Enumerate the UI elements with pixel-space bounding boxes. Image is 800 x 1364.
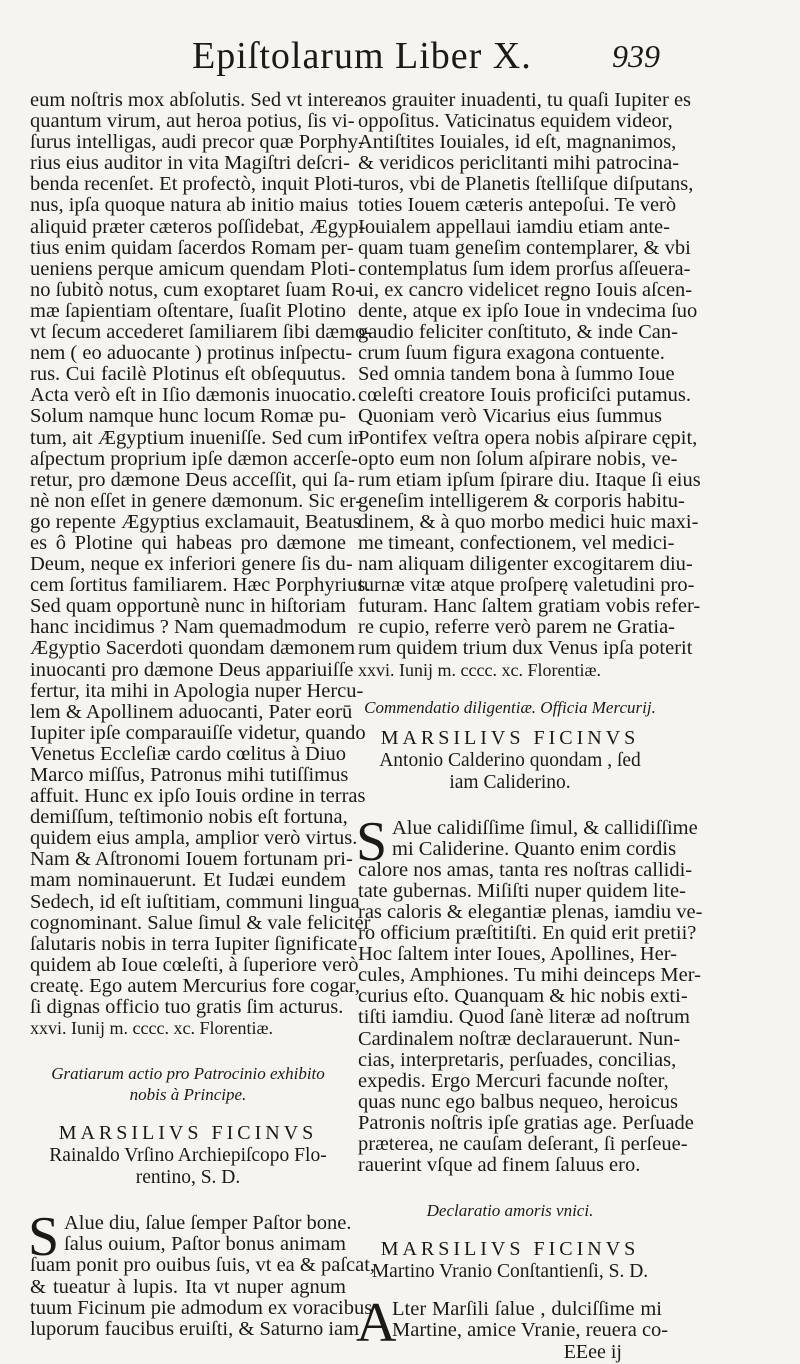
text-line: affuit. Hunc ex ipſo Iouis ordine in terras: [30, 785, 366, 808]
text-line: Solum namque hunc locum Romæ pu-: [30, 405, 347, 428]
text-line: cognominant. Salue ſimul & vale feliciter: [30, 911, 371, 934]
text-line: toties Iouem cæteris antepoſui. Te verò: [358, 194, 677, 217]
letter-continuation-text: [358, 89, 701, 681]
text-line: quidem eius ampla, amplior verò virtus.: [30, 827, 358, 850]
letter-addressee: rentino, S. D.: [135, 1167, 241, 1189]
text-line: Alue diu, ſalue ſemper Paſtor bone.: [64, 1212, 352, 1235]
page-header: [0, 34, 800, 84]
text-line: cules, Amphiones. Tu mihi deinceps Mer-: [358, 964, 701, 987]
letter-body: [28, 1206, 376, 1340]
letter-author: MARSILIVS FICINVS: [380, 726, 640, 749]
text-line: expedis. Ergo Mercuri facunde noſter,: [358, 1069, 669, 1092]
text-line: quas nunc ego balbus nequeo, heroicus: [358, 1090, 678, 1113]
text-line: re cupio, referre verò parem ne Gratia-: [358, 616, 675, 639]
text-line: ſuam ponit pro ouibus ſuis, vt ea & paſcat,: [30, 1254, 376, 1277]
text-line: aliquid præter cæteros poſſidebat, Ægyp-: [30, 215, 366, 238]
text-line: ui, ex cancro videlicet regno Iouis aſcen-: [358, 278, 693, 301]
text-line: Sed quam opportunè nunc in hiſtoriam: [30, 595, 346, 618]
text-line: Martine, amice Vranie, reuera co-: [392, 1319, 669, 1342]
letter-addressee: iam Caliderino.: [449, 771, 571, 793]
text-line: & tueatur à lupis. Ita vt nuper agnum: [30, 1275, 346, 1298]
text-line: Venetus Eccleſiæ cardo cœlitus à Diuo: [30, 742, 346, 765]
right-column: [356, 89, 703, 1364]
page-number: 939: [612, 38, 660, 74]
text-line: ſi dignas officio tuo gratis ſim acturus.: [30, 996, 344, 1019]
text-line: Antiſtites Iouiales, id eſt, magnanimos,: [358, 131, 677, 154]
left-column: [28, 89, 376, 1340]
text-line: mam nominauerunt. Et Iudæi eundem: [30, 869, 346, 892]
text-line: Iouialem appellaui iamdiu etiam ante-: [358, 215, 670, 238]
text-line: go repente Ægyptius exclamauit, Beatus: [30, 510, 361, 533]
text-line: no ſubitò notus, cum exoptaret ſuam Ro-: [30, 278, 362, 301]
letter-author: MARSILIVS FICINVS: [380, 1238, 640, 1261]
text-line: Quoniam verò Vicarius eius ſummus: [358, 405, 662, 428]
text-line: ſurus intelligas, audi precor quæ Porphy-: [30, 131, 365, 154]
text-line: prӕterea, ne cauſam deſerant, ſi perſeue-: [358, 1133, 688, 1156]
text-line: Sedech, id eſt iuſtitiam, communi lingua: [30, 890, 360, 913]
text-line: tuum Ficinum pie admodum ex voracibus: [30, 1296, 373, 1319]
text-line: quam tuam geneſim contemplarer, & vbi: [358, 236, 691, 259]
text-line: rius eius auditor in vita Magiſtri deſcri-: [30, 152, 350, 175]
text-line: retur, pro dæmone Deus acceſſit, qui ſa-: [30, 468, 355, 491]
text-line: tius enim quidam ſacerdos Romam per-: [30, 236, 354, 259]
text-line: inuocanti pro dæmone Deus appariuiſſe: [30, 658, 354, 681]
text-line: luporum faucibus eruiſti, & Saturno iam: [30, 1317, 360, 1340]
text-line: ſalus ouium, Paſtor bonus animam: [64, 1233, 346, 1256]
text-line: Sed omnia tandem bona à ſummo Ioue: [358, 363, 675, 386]
text-line: dente, atque ex ipſo Ioue in vndecima ſuo: [358, 299, 698, 322]
text-line: creatę. Ego autem Mercurius fore cogar,: [30, 974, 360, 997]
text-line: curius eſto. Quanquam & hic nobis exti-: [358, 985, 688, 1008]
text-line: geneſim intelligerem & corporis habitu-: [358, 489, 685, 512]
text-line: contemplatus ſum idem prorſus aſſeuera-: [358, 257, 691, 280]
text-line: crum ſuum figura exagona contuente.: [358, 342, 665, 365]
text-line: tiſti iamdiu. Quod ſanè literæ ad noſtrum: [358, 1006, 690, 1029]
text-line: cem ſortitus familiarem. Hæc Porphyrius.: [30, 574, 371, 597]
letter-heading: nobis à Principe.: [129, 1085, 247, 1105]
signature-mark: EEee ij: [563, 1341, 622, 1364]
text-line: nè non eſſet in genere dæmonum. Sic er-: [30, 489, 363, 512]
drop-cap: A: [356, 1292, 397, 1355]
text-line: calore nos amas, tanta res noſtras callidi-: [358, 858, 693, 881]
text-line: aſpectum proprium ipſe dæmon accerſe-: [30, 447, 358, 470]
text-line: me timeant, confectionem, vel medici-: [358, 531, 675, 554]
drop-cap: S: [356, 810, 388, 873]
text-line: cœleſti creatore Iouis proficiſci putamus.: [358, 384, 692, 407]
drop-cap: S: [28, 1206, 60, 1269]
text-line: rus. Cui facilè Plotinus eſt obſequutus.: [30, 363, 346, 386]
text-line: benda recenſet. Et profectò, inquit Ploti-: [30, 173, 360, 196]
text-line: quantum virum, aut heroa potius, ſis vi-: [30, 110, 355, 133]
text-line: Lter Marſili ſalue , dulciſſime mi: [392, 1298, 662, 1321]
running-title: Epiſtolarum Liber X.: [192, 35, 532, 77]
text-line: mi Caliderine. Quanto enim cordis: [392, 837, 677, 860]
letter-heading: Gratiarum actio pro Patrocinio exhibito: [51, 1064, 325, 1084]
text-line: Patronis noſtris ipſe gratias age. Perſuade: [358, 1111, 694, 1134]
text-line: eum noſtris mox abſolutis. Sed vt interea: [30, 89, 364, 111]
text-line: ueniens perque amicum quendam Ploti-: [30, 257, 356, 280]
text-line: tate gubernas. Miſiſti nuper quidem lite-: [358, 879, 686, 902]
text-line: nam aliquam diligenter excogitarem diu-: [358, 553, 693, 576]
text-line: gaudio feliciter conſtituto, & inde Can-: [358, 321, 678, 344]
text-line: turnæ vitæ atque proſperę valetudini pro-: [358, 574, 695, 597]
text-line: Deum, neque ex inferiori genere ſis du-: [30, 553, 353, 576]
text-line: Pontifex veſtra opera nobis aſpirare cępit,: [358, 426, 698, 449]
text-line: es ô Plotine qui habeas pro dæmone: [30, 531, 346, 554]
text-line: lem & Apollinem aduocanti, Pater eorū: [30, 700, 353, 723]
text-line: cias, interpretaris, perſuades, concilias,: [358, 1048, 677, 1071]
text-line: hanc incidimus ? Nam quemadmodum: [30, 616, 347, 639]
text-line: mæ ſapientiam oſtentare, ſuaſit Plotino: [30, 299, 346, 322]
text-line: Nam & Aſtronomi Iouem fortunam pri-: [30, 848, 353, 871]
letter-addressee: Antonio Calderino quondam , ſed: [379, 749, 641, 771]
text-line: fertur, ita mihi in Apologia nuper Hercu-: [30, 679, 364, 702]
text-line: nem ( eo aduocante ) protinus inſpectu-: [30, 342, 353, 365]
letter-addressee: Rainaldo Vrſino Archiepiſcopo Flo-: [49, 1145, 327, 1167]
text-line: ſalutaris nobis in terra Iupiter ſignificate: [30, 932, 358, 955]
text-line: oppoſitus. Vaticinatus equidem videor,: [358, 110, 673, 133]
text-line: nus, ipſa quoque natura ab initio maius: [30, 194, 349, 217]
text-line: rauerint vſque ad finem ſaluus ero.: [358, 1154, 641, 1177]
text-line: Marco miſſus, Patronus mihi tutiſſimus: [30, 764, 349, 786]
text-line: Hoc ſaltem inter Ioues, Apollines, Her-: [358, 943, 677, 966]
text-line: opto eum non ſolum aſpirare nobis, ve-: [358, 447, 678, 470]
text-line: ras caloris & elegantiæ plenas, iamdiu ve-: [358, 901, 703, 923]
text-line: Ægyptio Sacerdoti quondam dæmonem: [30, 637, 356, 660]
text-line: Alue calidiſſime ſimul, & callidiſſime: [392, 816, 698, 839]
text-line: rum quidem trium dux Venus ipſa poterit: [358, 637, 693, 660]
text-line: quidem ab Ioue cœleſti, à ſuperiore verò: [30, 953, 359, 976]
text-line: turos, vbi de Planetis ſtelliſque diſputans,: [358, 173, 694, 196]
letter-heading: Commendatio diligentiæ. Officia Mercurij.: [364, 697, 656, 717]
text-line: tum, ait Ægyptium inueniſſe. Sed cum in: [30, 426, 364, 449]
text-line: vt ſecum accederet ſamiliarem ſibi dæmo-: [30, 321, 373, 344]
text-line: nos grauiter inuadenti, tu quaſi Iupiter es: [358, 89, 692, 111]
text-line: ro officium præſtitiſti. En quid erit pretii?: [358, 922, 697, 945]
letter-date: xxvi. Iunij m. cccc. xc. Florentiæ.: [30, 1018, 273, 1039]
letter-author: MARSILIVS FICINVS: [58, 1122, 318, 1145]
text-line: Cardinalem noſtræ declarauerunt. Nun-: [358, 1027, 681, 1050]
letter-heading: Declaratio amoris vnici.: [426, 1201, 594, 1221]
text-line: Acta verò eſt in Iſio dæmonis inuocatio.: [30, 384, 357, 407]
text-line: dinem, & à quo morbo medici huic maxi-: [358, 510, 699, 533]
text-line: rum etiam ipſum ſpirare diu. Itaque ſi eius: [358, 468, 701, 491]
text-line: futuram. Hanc ſaltem gratiam vobis refer-: [358, 595, 701, 618]
letter-continuation-text: [30, 89, 373, 1039]
text-line: demiſſum, teſtimonio nobis eſt fortuna,: [30, 806, 348, 829]
letter-body: [356, 810, 703, 1177]
letter-date: xxvi. Iunij m. cccc. xc. Florentiæ.: [358, 659, 601, 680]
text-line: & veridicos periclitanti mihi patrocina-: [358, 152, 680, 175]
letter-addressee: Martino Vranio Conſtantienſi, S. D.: [371, 1261, 649, 1283]
text-line: Iupiter ipſe comparauiſſe videtur, quando: [30, 721, 366, 744]
